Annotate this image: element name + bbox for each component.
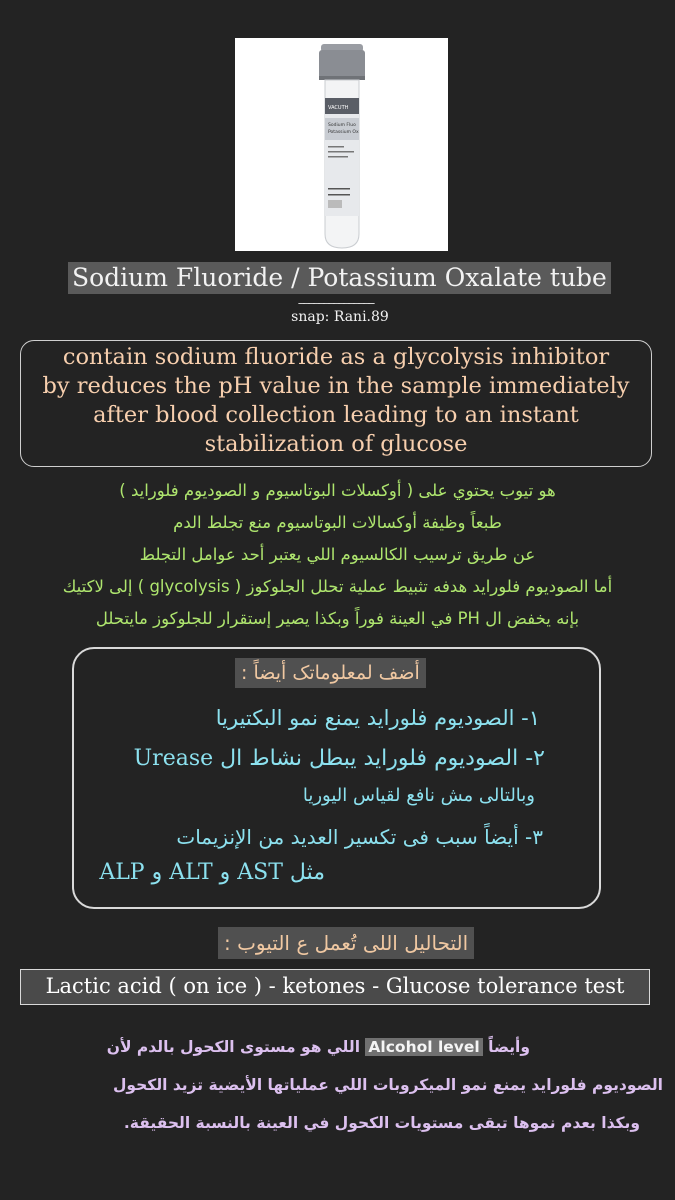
info-item-3: ٣- أيضاً سبب فى تكسير العديد من الإنزيمات (176, 825, 543, 849)
alcohol-level-highlight: Alcohol level (365, 1038, 482, 1056)
english-line: stabilization of glucose (204, 431, 468, 457)
info-item-3-enzymes (99, 856, 325, 890)
tube-image (235, 38, 448, 251)
alcohol-line-1 (107, 1034, 530, 1060)
tube-label-line-1: Sodium Fluo (328, 123, 356, 128)
english-line: after blood collection leading to an instant (93, 402, 579, 428)
title-underline: _______________ (298, 290, 374, 304)
alcohol-line-1-start: وأيضاً (488, 1038, 530, 1056)
alp-term: ALP (99, 860, 145, 885)
alcohol-line-1-end: اللي هو مستوى الكحول بالدم لأن (106, 1038, 361, 1056)
english-line: by reduces the pH value in the sample immediately (42, 373, 630, 399)
info-box-title: أضف لمعلوماتک أيضاً : (235, 658, 426, 688)
analyses-title: التحاليل اللى تُعمل ع التيوب : (218, 927, 474, 959)
alcohol-line-3: وبكذا بعدم نموها تبقى مستويات الكحول في العينة بالنسبة الحقيقة. (123, 1114, 640, 1132)
urease-term: Urease (133, 746, 214, 771)
arabic-line: عن طريق ترسيب الكالسيوم اللي يعتبر أحد عوامل التجلط (139, 545, 536, 564)
tests-list: Lactic acid ( on ice ) - ketones - Glucose tolerance test (20, 969, 650, 1005)
alt-term: ALT (169, 860, 213, 885)
tube-label-line-2: Potassium Ox (328, 130, 359, 135)
ast-term: AST (237, 860, 283, 885)
mathal-text: مثل (289, 860, 325, 885)
info-item-2-text: ٢- الصوديوم فلورايد يبطل نشاط ال (220, 746, 545, 771)
page-title: Sodium Fluoride / Potassium Oxalate tube (68, 262, 611, 294)
english-description (22, 343, 650, 459)
blood-tube-illustration (235, 38, 448, 251)
arabic-line: أما الصوديوم فلورايد هدفه تثبيط عملية تحلل الجلوكوز ( glycolysis ) إلى لاكتيك (62, 577, 613, 596)
arabic-line: طبعاً وظيفة أوكسالات البوتاسيوم منع تجلط الدم (173, 513, 502, 532)
arabic-line: بإنه يخفض ال PH في العينة فوراً وبكذا يصير إستقرار للجلوكوز مايتحلل (95, 609, 580, 628)
arabic-explanation (10, 475, 665, 635)
info-item-1: ١- الصوديوم فلورايد يمنع نمو البكتيريا (215, 706, 540, 730)
alcohol-line-2: الصوديوم فلورايد يمنع نمو الميكروبات اللي عملياتها الأيضية تزيد الكحول (112, 1076, 663, 1094)
info-item-2 (134, 742, 545, 776)
and-text: و (219, 860, 231, 885)
info-item-2-line-2: وبالتالى مش نافع لقياس اليوريا (302, 785, 535, 806)
arabic-line: هو تيوب يحتوي على ( أوكسلات البوتاسيوم و الصوديوم فلورايد ) (119, 481, 556, 500)
snap-credit: snap: Rani.89 (291, 309, 389, 325)
english-line: contain sodium fluoride as a glycolysis inhibitor (62, 344, 610, 370)
svg-text:VACUTH: VACUTH (328, 105, 349, 111)
and-text: و (151, 860, 163, 885)
